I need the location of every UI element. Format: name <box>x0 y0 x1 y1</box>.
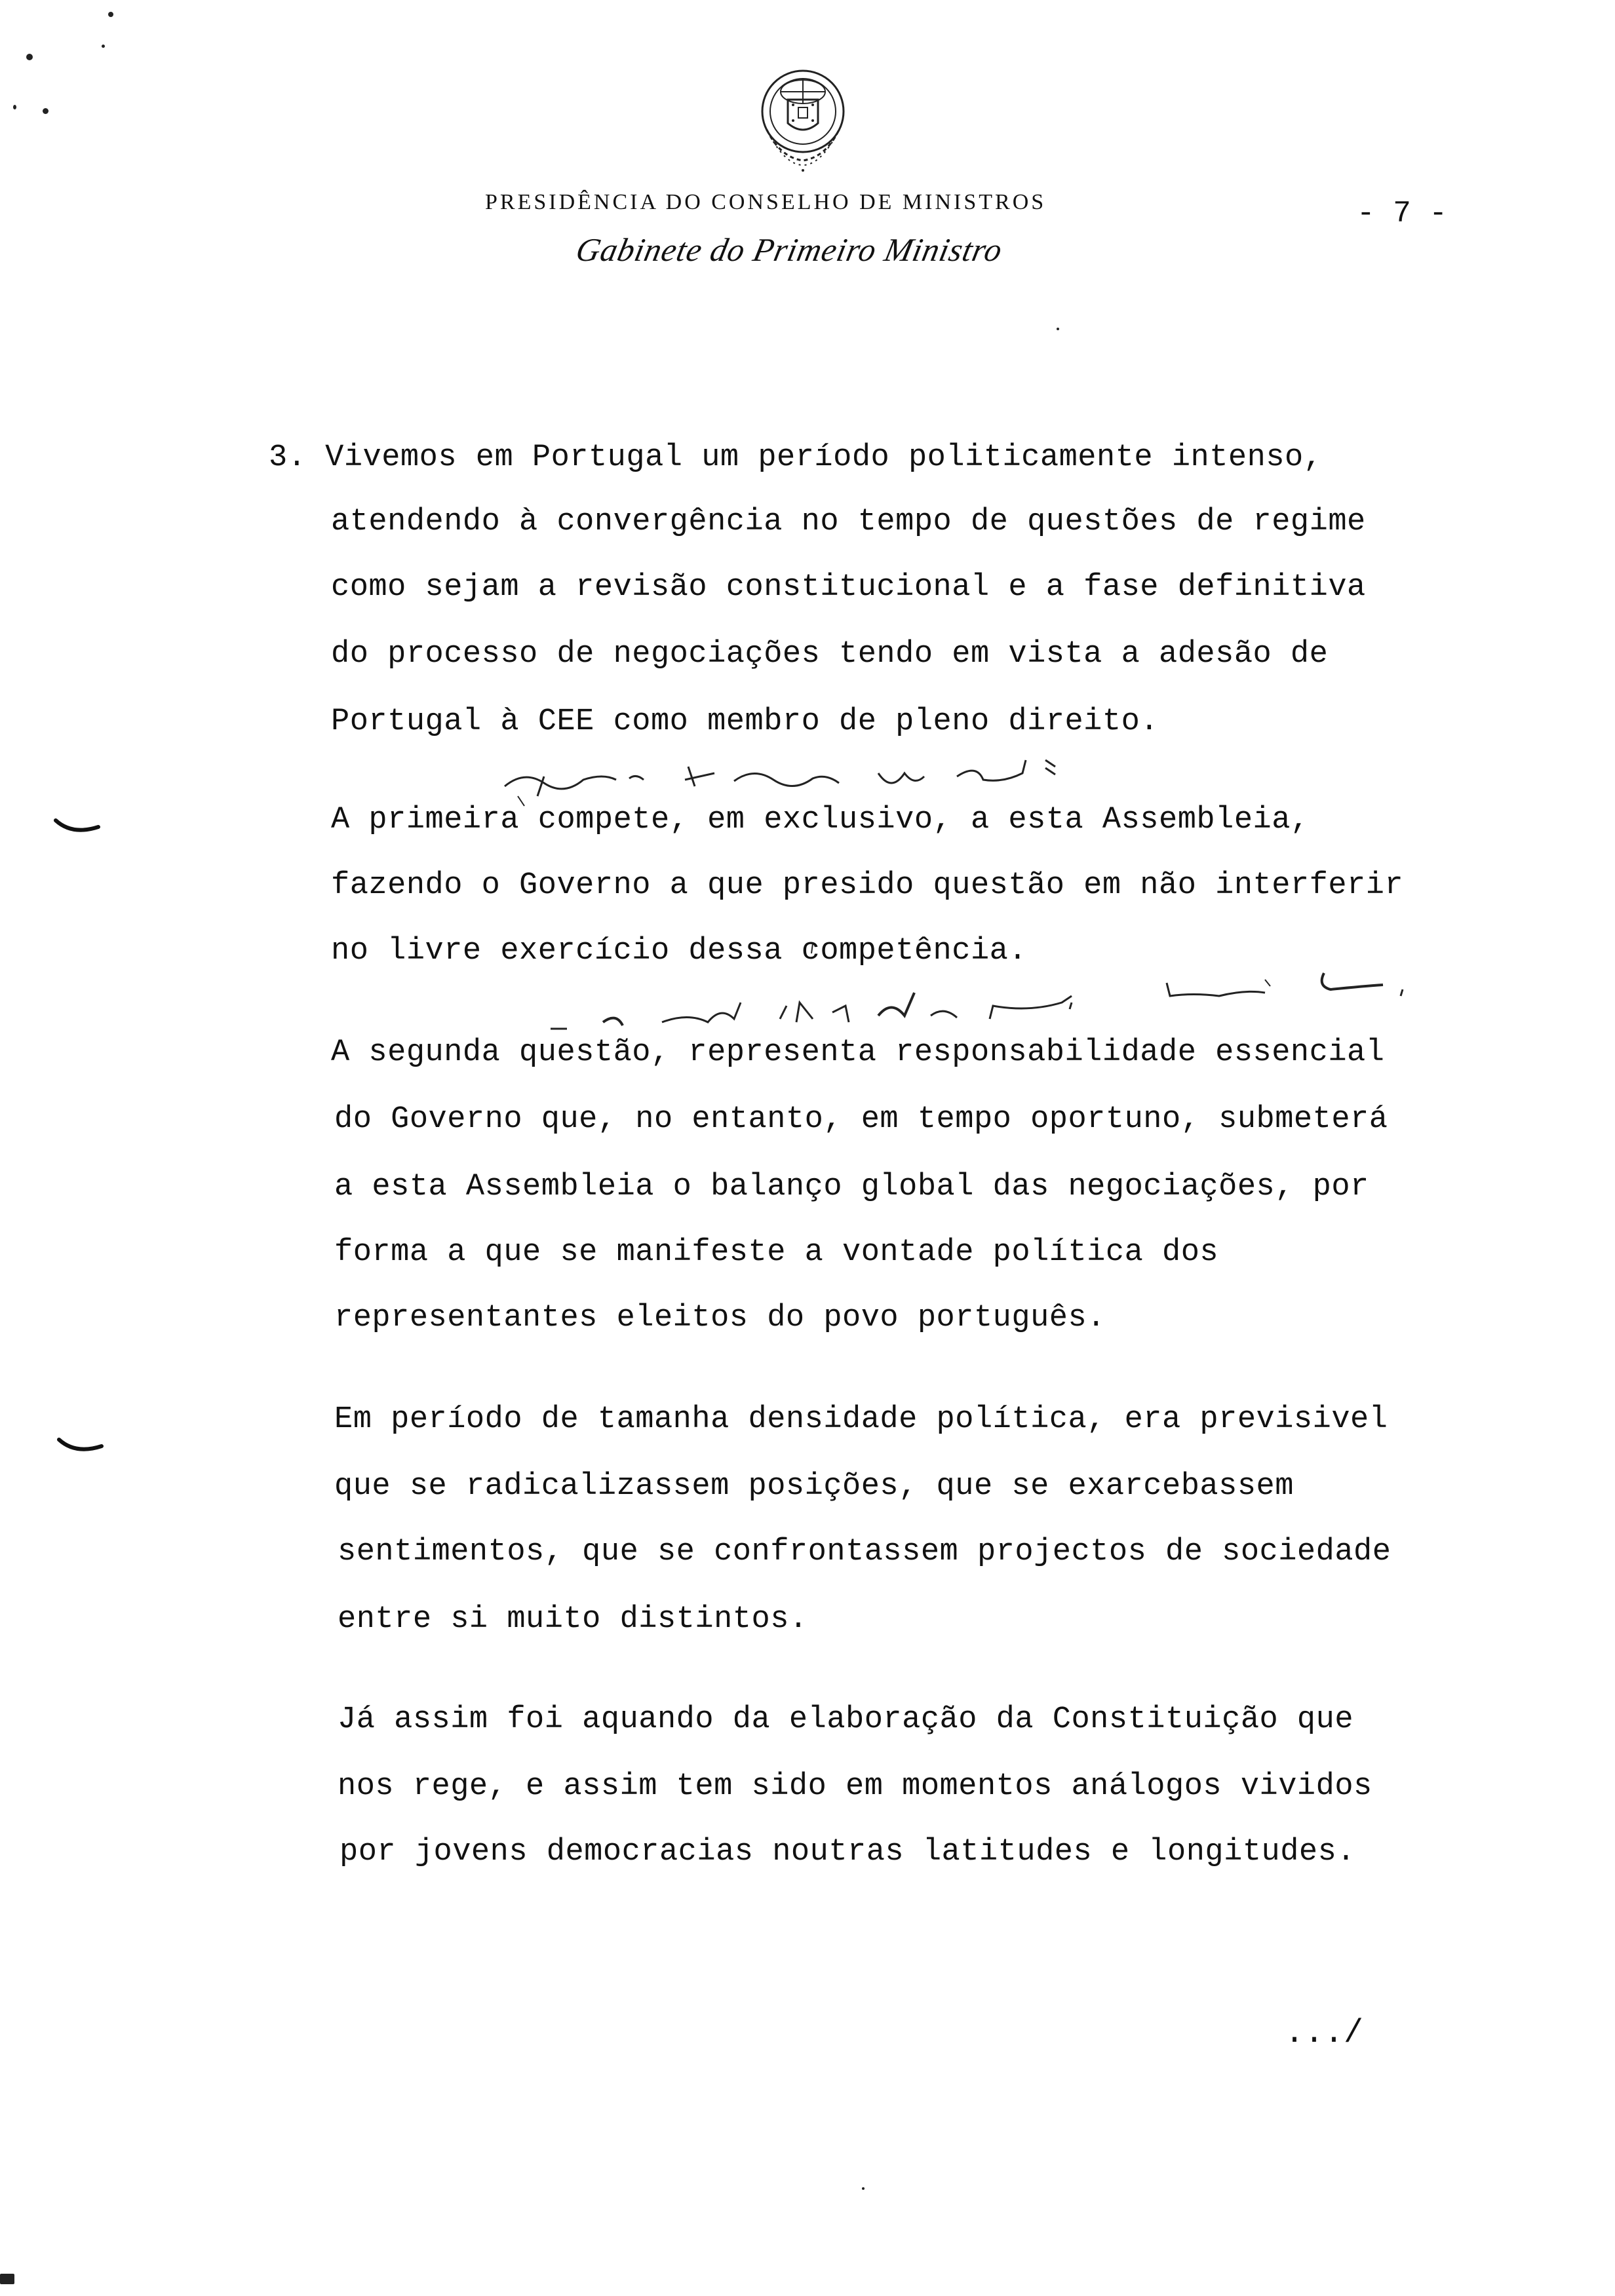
body-line: que se radicalizassem posições, que se exarcebassem <box>334 1469 1294 1504</box>
scan-speck <box>13 105 16 109</box>
body-line: entre si muito distintos. <box>338 1602 808 1637</box>
body-line: Já assim foi aquando da elaboração da Constituição que <box>338 1702 1354 1737</box>
margin-check-mark-icon <box>56 1432 108 1464</box>
body-line: representantes eleitos do povo português. <box>334 1301 1106 1335</box>
body-line: por jovens democracias noutras latitudes e longitudes. <box>340 1835 1356 1869</box>
body-line: no livre exercício dessa competência. <box>331 934 1028 968</box>
body-line: fazendo o Governo a que presido questão em não interferir <box>331 868 1404 903</box>
coat-of-arms-icon <box>741 52 865 177</box>
scan-speck <box>108 12 113 17</box>
body-line: Portugal à CEE como membro de pleno direito. <box>331 704 1159 739</box>
body-line: A segunda questão, representa responsabilidade essencial <box>331 1035 1385 1070</box>
scan-speck <box>862 2187 865 2190</box>
margin-check-mark-icon <box>52 813 105 845</box>
body-line: do Governo que, no entanto, em tempo oportuno, submeterá <box>334 1102 1388 1137</box>
body-line: a esta Assembleia o balanço global das negociações, por <box>334 1170 1369 1204</box>
body-line: A primeira compete, em exclusivo, a esta Assembleia, <box>331 803 1310 837</box>
scan-speck <box>0 2274 14 2284</box>
continuation-marker: .../ <box>1285 2015 1364 2052</box>
body-line: do processo de negociações tendo em vista a adesão de <box>331 637 1329 672</box>
scan-speck <box>1057 328 1059 330</box>
ministry-title: PRESIDÊNCIA DO CONSELHO DE MINISTROS <box>485 190 1047 214</box>
body-line: como sejam a revisão constitucional e a fase definitiva <box>331 570 1366 605</box>
handwritten-annotation-icon <box>498 747 1140 806</box>
office-subtitle: Gabinete do Primeiro Ministro <box>573 231 1006 268</box>
scan-speck <box>43 108 49 114</box>
scan-speck <box>102 45 105 48</box>
body-line: sentimentos, que se confrontassem projectos de sociedade <box>338 1535 1391 1569</box>
body-line: Em período de tamanha densidade política, era previsivel <box>334 1402 1388 1437</box>
body-line: nos rege, e assim tem sido em momentos análogos vividos <box>338 1769 1372 1804</box>
handwritten-annotation-icon <box>537 940 1468 1039</box>
body-line: atendendo à convergência no tempo de questões de regime <box>331 505 1366 539</box>
scan-speck <box>26 54 33 60</box>
body-line: 3. Vivemos em Portugal um período politicamente intenso, <box>269 440 1323 475</box>
body-line: forma a que se manifeste a vontade política dos <box>334 1235 1219 1270</box>
page-number: - 7 - <box>1357 197 1448 231</box>
